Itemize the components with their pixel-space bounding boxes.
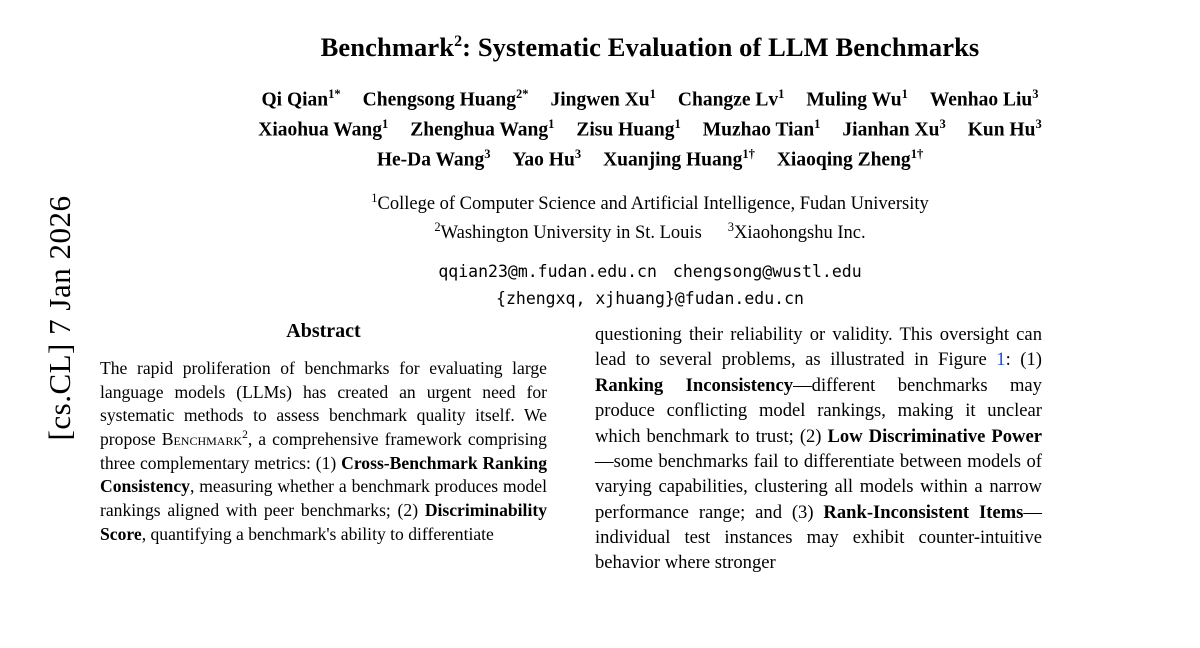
author: Jianhan Xu$^3$ [842, 117, 946, 141]
abstract-heading: Abstract [286, 320, 361, 342]
title-main: Benchmark [320, 32, 455, 62]
problem-2-name: Low Discriminative Power [827, 425, 1042, 447]
author: Xuanjing Huang$^{1\dagger}$ [603, 147, 755, 171]
metric-1-name: Cross-Benchmark Ranking Consistency [100, 452, 547, 497]
author: Chengsong Huang$^{2*}$ [362, 87, 529, 111]
author-line-3 [100, 145, 1200, 175]
page-title [100, 32, 1200, 63]
framework-name: Benchmark$^2$ [161, 428, 248, 449]
author: Kun Hu$^3$ [967, 117, 1042, 141]
author: Muzhao Tian$^1$ [702, 117, 821, 141]
author: Xiaoqing Zheng$^{1\dagger}$ [776, 147, 924, 171]
arxiv-stamp-text: [cs.CL] 7 Jan 2026 [42, 195, 77, 441]
affiliation-line-2: $^2$Washington University in St. Louis $^3$Xiaohongshu Inc. [434, 220, 866, 244]
author-line-2 [100, 115, 1200, 145]
two-column-body [100, 320, 1200, 576]
email-line-1 [100, 259, 1200, 285]
author: Yao Hu$^3$ [512, 147, 582, 171]
author: Changze Lv$^1$ [677, 87, 785, 111]
affiliations [100, 189, 1200, 247]
email-line-2 [100, 286, 1200, 312]
paper-page [100, 0, 1200, 648]
affiliation-line-1: $^1$College of Computer Science and Artificial Intelligence, Fudan University [371, 191, 929, 215]
author: Muling Wu$^1$ [806, 87, 908, 111]
author: Qi Qian$^{1*}$ [261, 87, 341, 111]
author: Xiaohua Wang$^1$ [258, 117, 389, 141]
author-list [100, 85, 1200, 175]
title-rest: : Systematic Evaluation of LLM Benchmarks [462, 32, 980, 62]
problem-3-name: Rank-Inconsistent Items [823, 501, 1024, 523]
email-address[interactable]: chengsong@wustl.edu [672, 262, 862, 282]
left-column [100, 320, 547, 576]
intro-paragraph: questioning their reliability or validity. This oversight can lead to several problems, as illustrated in Figure 1: (1) Ranking Inconsistency—different benchmarks may produce conflicting model rankings, making it unclear which benchmark to trust; (2) Low Discriminative Power—some benchmarks fail to differentiate between models of varying capabilities, clustering all models within a narrow performance range; and (3) Rank-Inconsistent Items—individual test instances may exhibit counter-intuitive behavior where stronger [595, 324, 1042, 574]
author-line-1 [100, 85, 1200, 115]
author: Wenhao Liu$^3$ [929, 87, 1039, 111]
metric-2-name: Discriminability Score [100, 499, 547, 544]
author: Zhenghua Wang$^1$ [410, 117, 555, 141]
contact-emails [100, 259, 1200, 312]
abstract-paragraph: The rapid proliferation of benchmarks for evaluating large language models (LLMs) has created an urgent need for systematic methods to assess benchmark quality itself. We propose Benchmark$^2$, a comprehensive framework comprising three complementary metrics: (1) Cross-Benchmark Ranking Consistency, measuring whether a benchmark produces model rankings aligned with peer benchmarks; (2) Discriminability Score, quantifying a benchmark's ability to differentiate [100, 358, 547, 544]
problem-1-name: Ranking Inconsistency [595, 374, 794, 396]
arxiv-stamp [0, 0, 100, 648]
email-address[interactable]: qqian23@m.fudan.edu.cn [438, 262, 657, 282]
email-address[interactable]: {zhengxq, xjhuang}@fudan.edu.cn [496, 288, 804, 308]
author: Zisu Huang$^1$ [576, 117, 681, 141]
figure-reference-link[interactable]: 1 [996, 349, 1006, 371]
right-column [595, 320, 1042, 576]
author: Jingwen Xu$^1$ [550, 87, 656, 111]
author: He-Da Wang$^3$ [376, 147, 491, 171]
title-superscript: 2 [454, 33, 463, 51]
